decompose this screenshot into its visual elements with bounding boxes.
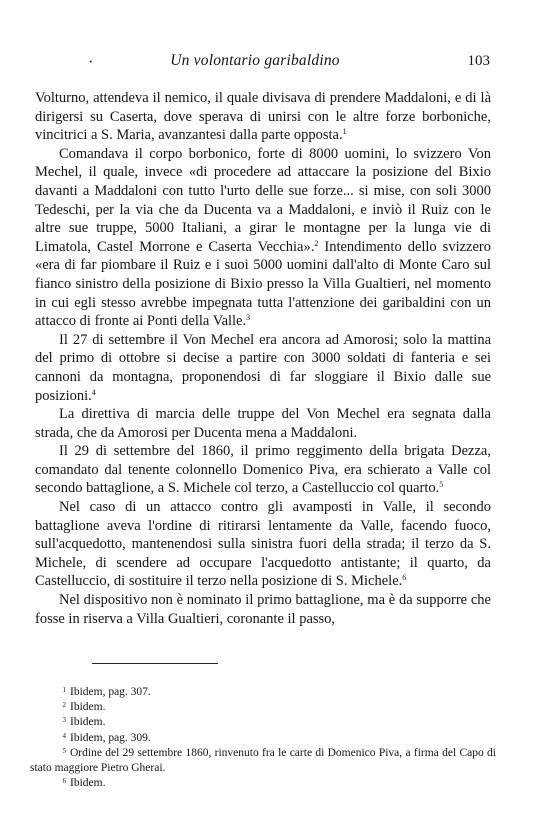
footnote-number: 1 (62, 686, 66, 694)
paragraph: Il 29 di settembre del 1860, il primo reggimento della brigata Dezza, comandato dal tenente colonnello Domenico Piva, era schierato a Valle col secondo battaglione, a S. Michele col terzo, a Castelluccio col quarto.$^5$ (35, 443, 491, 497)
page-number: 103 (467, 53, 490, 69)
running-title: Un volontario garibaldino (170, 52, 340, 69)
footnote-number: 3 (62, 716, 66, 725)
footnote-divider (92, 663, 218, 664)
footnote-number: 4 (62, 731, 66, 740)
paragraph: Nel dispositivo non è nominato il primo battaglione, ma è da supporre che fosse in riserva a Villa Gualtieri, coronante il passo, (35, 592, 491, 627)
footnote: $^2$ Ibidem. (62, 701, 106, 714)
paragraph: Nel caso di un attacco contro gli avamposti in Valle, il secondo battaglione aveva l'ordine di ritirarsi lentamente da Valle, facendo fuoco, sull'acquedotto, mantenendosi sulla sinistra fuori della strada; il terzo da S. Michele, di scendere ad occupare l'acquedotto antistante; il quarto, da Castelluccio, di sostituire il terzo nella posizione di S. Michele.$^6$ (35, 499, 491, 590)
footnote-ref[interactable]: 5 (439, 480, 444, 490)
footnote-ref[interactable]: 4 (91, 387, 96, 397)
footnote-ref[interactable]: 2 (314, 238, 319, 248)
paragraph: Comandava il corpo borbonico, forte di 8000 uomini, lo svizzero Von Mechel, il quale, invece «di procedere ad attaccare la posizione del Bixio davanti a Maddaloni con tutto l'urto delle sue forze... si mise, con soli 3000 Tedeschi, per la via che da Ducenta va a Maddaloni, e inviò il Ruiz con le altre sue truppe, 5000 Italiani, a girar le montagne per la lunga vie di Limatola, Castel Morrone e Caserta Vecchia».$^2$ Intendimento dello svizzero «era di far piombare il Ruiz e i suoi 5000 uomini dall'alto di Monte Caro sul fianco sinistro della posizione di Bixio presso la Villa Gualtieri, nel momento in cui egli stesso avrebbe impegnata tutta l'attenzione dei garibaldini con un attacco di fronte ai Ponti della Valle.$^3$ (35, 145, 491, 330)
footnote: $^6$ Ibidem. (62, 777, 106, 790)
footnote-number: 2 (62, 701, 66, 710)
paragraph: Volturno, attendeva il nemico, il quale divisava di prendere Maddaloni, e di là dirigersi su Caserta, dove sperava di unirsi con le altre forze borboniche, vincitrici a S. Maria, avanzantesi dalla parte opposta.$^1$ (35, 90, 491, 144)
paragraph: La direttiva di marcia delle truppe del Von Mechel era segnata dalla strada, che da Amorosi per Ducenta mena a Maddaloni. (35, 406, 491, 441)
paragraph: Il 27 di settembre il Von Mechel era ancora ad Amorosi; solo la mattina del primo di ottobre si decise a partire con 3000 soldati di fanteria e sei cannoni da montagna, proponendosi di far sloggiare il Bixio dalle sue posizioni.$^4$ (35, 331, 491, 404)
running-header (20, 52, 490, 74)
footnote: $^4$ Ibidem, pag. 309. (62, 731, 151, 744)
header-dot: · (88, 54, 94, 71)
body-text (35, 89, 491, 628)
footnote-number: 5 (62, 746, 66, 755)
footnote: $^1$ Ibidem, pag. 307. (62, 686, 151, 698)
footnote-ref[interactable]: 1 (342, 127, 347, 137)
footnote-ref[interactable]: 3 (246, 313, 251, 323)
footnote: $^3$ Ibidem. (62, 716, 106, 729)
footnote-number: 6 (62, 777, 66, 786)
footnotes (30, 685, 496, 791)
footnote: $^5$ Ordine del 29 settembre 1860, rinvenuto fra le carte di Domenico Piva, a firma del Capo di stato maggiore Pietro Gherai. (30, 746, 496, 775)
footnote-ref[interactable]: 6 (402, 573, 407, 583)
